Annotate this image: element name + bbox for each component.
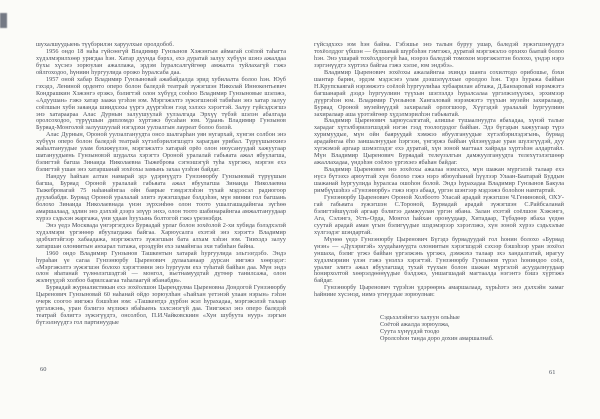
paragraph: Алас Дурнын, Ороной уулзалгануудта онсо шалгарһан уян нугархай, хүнгэн солбон энэ хүбүүн оперо болон баледэй театрай хүтэлбэрилэгшэдтэ харагдан урибал. Түрүүшынхиеэ жаһалтануудые улам бэхижүүлэн, мэргэжэлтэ хатарай орёо олон нюусануудай хажуугаар шатануудыень Гунзыновэй шудалха хэрэгтэ Ороной уралалай габьяата ажал ябуулагша, бэлигтэй багша Зинаида Николаевна Тыжеброва сэгнэшэгүй туһа хүргэжэ, мэргэн ехэ бэлигтэй ушан энэ хатаршанай зохёохы замынь захаа үзэһэн байдаг. — [36, 131, 286, 174]
verse-line: Сэдьхэлэйнгээ халуун ольһые — [380, 314, 460, 322]
paragraph: Буряадай журналистикын ехэ зохёолшон Цырендулма Цыреновна Дондогой Гунзэнюрбу Цыренович Гунзыновай 60 наһанай ойдо зорюулһан «Һайхан үетэнэй улаан нэрын» гэһэн очерк соогоо иигэжэ бэшэһэн юм: «Ташкентдэ дүрбэн жэл һурахадаа, мэргэжэлэй талаар үргэлжэнь, уран бэлигээ мүлижэ ябаһыень хэлсэнэгүй даа. Тиигэжэл энэ оперо баледэй театрай бэлигтэ зүжэгүүдтэ, онсолбол, П.И.Чайковскиин «Хун шубуута нуур» зэргын бүтээлнүүдтэ гол партинуудые — [36, 284, 286, 327]
paragraph: шухалшуудыень түүбэрилэн харуулхые оролдобоб. — [36, 41, 174, 48]
page-number-right: 61 — [549, 369, 556, 376]
paragraph: 1957 оной хабар Владимир Гунзыновай ажабайдалда эрид хубилалта болоо һэн. Юуб гэхэдэ, Лениной орденто оперо болон баледэй театрай зүжэгшэн Николай Иннокентьевич Кондрашкин Хэжэнгэ ерэжэ, бэлигтэй олон хүбүүд сооһоо Владимир Гунзыновые шэлэжэ, «Адуушан» гэжэ хатар заажа үгэһэн юм. Мэргэжэлтэ зүжэгшэнэй табиһан энэ хатар залуу соёлшын хуби заяанда шиидхэхы үүргэ дүүргэһэн гээд хэлэхэ хэрэгтэй. Залуу гүйсэдхэгшэ энэ хатараараа Алас Дурнын залуушуулай уулзалгада Эрхүү түбэй шэлэн абалгада оролсоходоо, түрүүшын дипломдо хүртэжэ бусаһан юм. Удаань Владимир Гунзынов Буряад-Монголой залуушуулай нэгэдэхи уулзалгын лауреат болоо бэлэй. — [36, 75, 286, 132]
paragraph: Владимир Цыренович харюусалгатай, алишье тушаалнуудта ябахадаа, хүнэй талые харадаг хүтэлбэрилэгшэдэй нэгэн гээд тоологдодог байһан. Эдэ бүгэдын хажуугаар түрэ хуримуудые, мүн ойн баяруудай хэмжээ ябуулгануудые хүтэлбэрилэдэгынь, буряад арадайнгаа ёһо заншалнуудые һэргээн, үнгэржэ байһан үйлэнүүдые уран шүлэгүүдэй, дуу хүгжэмэй аргаар шэмэглэдэг ехэ дуратай, хүн зоной магтаал хайрада хүртэһэн алдартайл. Мүн Владимир Цыренович Буряадай телеүзэлгын дамжуулгануудта телехүтэлэгшөөр ажаллахадаа, үндэһэн соёлоо үргэхэеэ ябаһан байдаг. — [314, 117, 564, 167]
paragraph: Гунзэнюрбу Цыренович түрэһэн үдэрөөрнь амаршалаад, хүрьһэтэ энэ дэлхэйн хамаг һайниие хүсэнэд, иимэ үгнүүдые зорюулнав: — [314, 284, 564, 299]
paragraph: 1956 ондо 18 наһа гүйсөөгүй Владимир Гунзынов Хэжэнгын аймагай соёлой таһагта хүдэлмэрилхөөр уригдаа һэн. Хатар дуунда бэрхэ, ехэ дуратай залуу хүбүүн шэнэ ажалдаа бүхы хүсэеэ зорюулан ажаллажа, эрдэм һуралсалгүйгөөр амжалта туйлахагүй гэжэ ойлгоходоо, һүниин һургуулида орожо һуралсаба даа. — [36, 47, 286, 76]
dedication-verse — [380, 314, 564, 342]
verse-line: Суута хүнүүдэй тоодо — [380, 328, 440, 336]
paragraph: Владимир Цыренович зохёохы ажалайнгаа эхиндэ шанга сохилтодо орибошье, бэхи шантар барин, эрдэм мэдэсэеэ улам дээшэлүүлхые оролдоо һэн. Тэрэ һуража байһан Н.Крупскаягай нэрэмжэтэ соёлой һургуулиһаа хубаарилан абтажа, Д.Банзаровай нэрэмжэтэ багшанарай дээдэ һургуулиин түүхын шэглэлдэ һуралсалаа үргэлжэлүүлжэ, эрхимээр дүүргэһэн юм. Владимир Гунзынов Хангаловай нэрэмжэтэ түүхын музейн захиралаар, Буряад Ороной музейнүүдэй захиралай орлогшоор, Хүүгэдэй уралалай һургуулиин захиралаар аша үрэтэйгөөр хүдэлмэрилһэн габьяатай. — [314, 68, 564, 118]
page-left — [36, 42, 286, 327]
paragraph: Нандуу һайхан алтан намарай эдэ үдэрнүүдтэ Гунзэнюрбу Гунзыновай түрүүшын багша, Буряад Ороной уралалай габьяата ажал ябуулагша Зинаида Николаевна Тыжебровагай 75 наһанайнгаа ойн баярые тэмдэглэһэн тухай мэдээсэл радиогоор дуулабабди. Буряад Ороной уралалай элитэ зүжэгшэдые бэлдэһэн, мүн минии гол багшань болохо Зинаида Николаевнада үнэн зүрхэнһөө олон тоото ушалгашадайнгаа зүгһөө амаршалаад, эдлин энэ дэлхэй дээрэ элүүр энхэ, олон тоото шабинарайнгаа амжалтануудаар хүрээ сэдьхэн жаргажа, үни удаан һуухынь болтогой гэжэ үреэнэбди. — [36, 173, 286, 222]
paragraph: Мүнөө үедэ Гунзэнюрбу Цыренович Бүгэдэ буряадуудай гол һонин болохо «Буряад үнэн» — «Дүхэригэй» хуудаһануудта олониитын хэрэгшэдэй сэхээр бэшэһээр уран зохёол уншаха, бэлиг үгжэ байһан үргэлжэнь үргэжэ, дэмжэхэ талаар эхэ хандалгатай, ирагуу хүдэлмэриин үлэн гэжэ үнэлхэ хэрэгтэй. Гунзэнюрбу Гунзынов түрэл һониндоо соёл, уралиг элитэ ажал ябуулагшад тухай түүхын болон шажан мүргэлэй асуудалнуудаар һонирхолтой хөөрэлдөөнүүдые бэлдэжэ, уншагшадай магтаалда нэгэнтэ бэшэ хүртэжэ байдаг. — [314, 235, 564, 285]
paragraph: Энэ үедэ Москвада үнгэргэгдэхэ Буряадай урлаг болон зохёолой 2-хи хубида бэлэдхэлэй хүдэлмэри үргэнөөр ябуулагдажа байгаа. Харюусалга ехэтэй энэ хэрэгтэ Владимир эдэбхитэйгээр хабаадажа, мэргэжэлтэ зүжэгшын бата алхам хэһэн юм. Тиихэдэ залуу хатаршан олониитын анхарал татажа, ерээдүйн ехэ замайнгаа эхи табиһан байна. — [36, 221, 286, 250]
scan-edge-mark — [0, 13, 7, 28]
verse-line: Оролсоһон танда доро дохин амаршалнаб. — [380, 335, 494, 343]
paragraph: 1960 ондо Владимир Гунзынов Ташкентын хатарай һургуулида эльгээгдэбэ. Эндэ һураһан үе сагаа Гунзэнюрбу Цыренович дулааханаар дурсан иигэжэ хөөрэдэг: «Мэргэжэлтэ зүжэгшэн болохо хэрэгтэмни энэ һургуули ехэ туһатай байһан даа. Мүн эндэ олон яһатанай түлөөлэгшэдтэй — монгол, вьетнамуудтай дүтөөр танилсажа, олон жэлнүүдэй холбоо барилсаагаа таһалаагүй ябанабди». — [36, 249, 286, 285]
paragraph: Гунзэнюрбу Цыренович Ороной Холбоото Уласай арадай зүжэгшэн Ч.Гениновой, ОХУ-гай габьяата зүжэгшэн С.Тороной, Буряадай арадай зүжэгшэн С.Райбсаланай бэлигтэйшүүлэй аргаар бэлигээ дамжуулан үргэн ябана. Залан ехэтэй соёлшон Хэжэнгэ, Ага, Сэлэнгэ, Усть-Орда, Монгол һайхан оронуудаар, Хитадаар, Түбэдөөр ябаха үедөө суутай арадай аман үгын бэлигүүдые шэдэмэрээр хэрэглэжэ, хүн зоной хүрээ сэдьхэлые хүлгээдэг шэндартай. — [314, 193, 564, 236]
verse-line: Соётой ажалда зорюулжа, — [380, 321, 450, 329]
page-right — [314, 42, 564, 342]
paragraph: Владимир Цыренович энэ зохёохы ажалаа нэмэлхэ, мүн шажан мүргэлэй талаар ехэ нүсэ бүтээхэ арюутгай хүн болохо гэжэ нэрэ ябюулһанай һүүлээр Улаан-Баатарай Буддын шажанай һургуулида һуралсаа ошоһон болой. Эндэ һурахадаа Владимир Гунзынов Бакула римбүүшэһээ «Гунзэнюрбу» гэжэ нэрэ абаад, үргэн шэнгээр мэдээжэ болоһон намтартай. — [314, 166, 564, 195]
paragraph: гүйсэдхэхэ юм һэн байна. Гэбэшье энэ талын буруу ушар, баледэй зүжэгшэнүүдтэ тохёолддог үбшэн — булшанай шүрбэһэн гэмтэжэ, дуратай мэргэжэлээ орхихо баатай болоо һэн. Энэ ушарай тохёолдоогүй һаа, нээрээ баледэй томохон мэргэжэлтэн болохо, үндэр нэрэ зэргэнүүдтэ хүртэхэ байгаа гэжэ хэлэе, юм эндэбэ». — [314, 41, 564, 69]
page-number-left: 60 — [40, 366, 47, 373]
